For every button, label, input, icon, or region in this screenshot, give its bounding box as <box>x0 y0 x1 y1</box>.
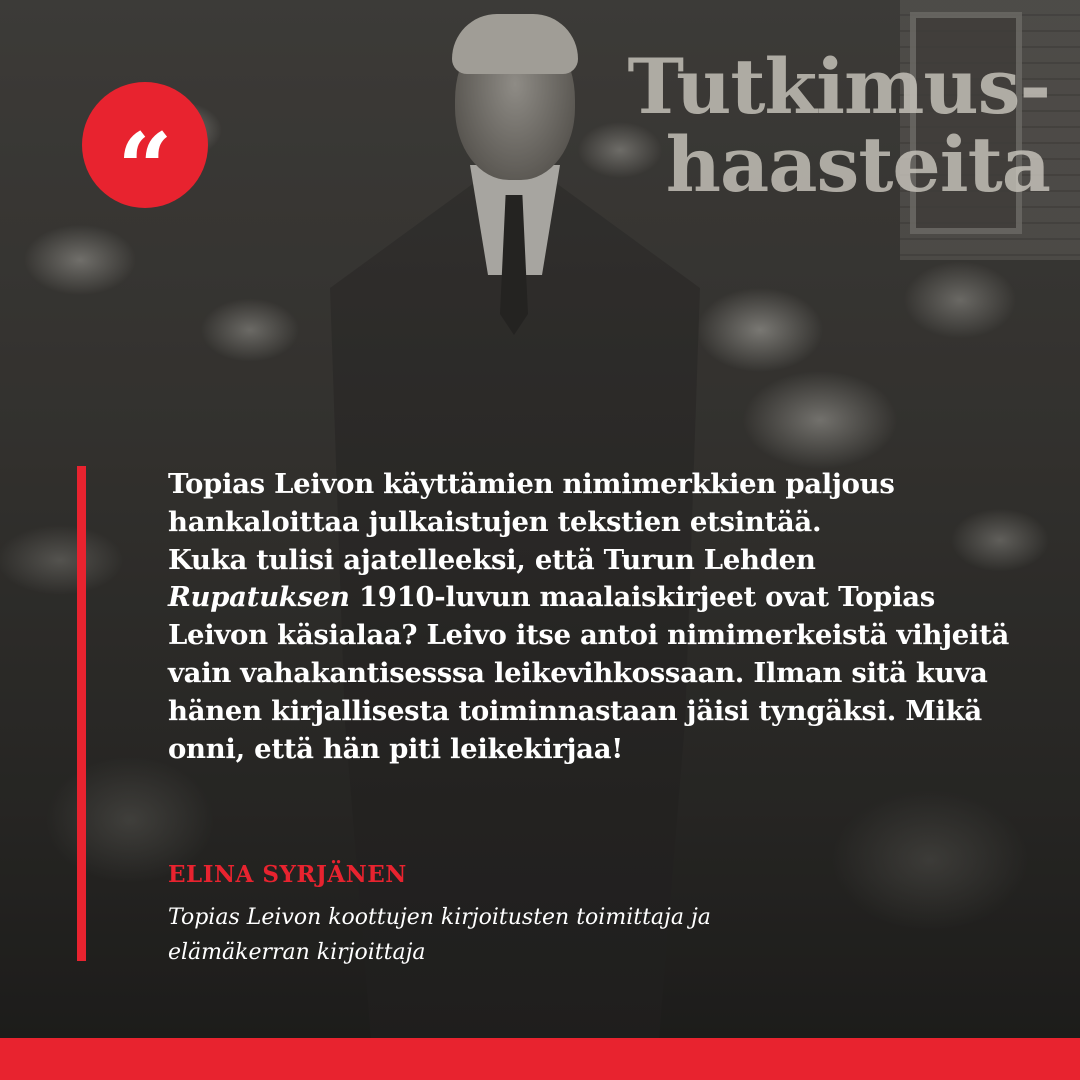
quote-line-1: Topias Leivon käyttämien nimimerkkien paljous <box>168 468 895 500</box>
quote-line-3: Kuka tulisi ajatelleeksi, että Turun Lehden <box>168 543 816 576</box>
quote-line-6: vain vahakantisesssa leikevihkossaan. Ilman sitä kuva <box>168 656 988 689</box>
quote-line-4 <box>168 579 1068 617</box>
quote-line-7: hänen kirjallisesta toiminnastaan jäisi tyngäksi. Mikä <box>168 694 982 727</box>
headline-line-1: Tutkimus- <box>627 42 1050 131</box>
quote-line-4-rest: 1910-luvun maalaiskirjeet ovat Topias <box>349 581 935 614</box>
bottom-accent-bar <box>0 1038 1080 1080</box>
author-role-line-1: Topias Leivon koottujen kirjoitusten toimittaja ja <box>168 905 711 930</box>
quote-line-2: hankaloittaa julkaistujen tekstien etsintää. <box>168 505 822 538</box>
author-role <box>168 900 868 970</box>
quote-line-4-italic: Rupatuksen <box>168 581 350 614</box>
author-role-line-2: elämäkerran kirjoittaja <box>168 940 426 965</box>
quote-line-5: Leivon käsialaa? Leivo itse antoi nimimerkeistä vihjeitä <box>168 619 1009 652</box>
headline <box>610 42 1050 209</box>
quote-accent-bar <box>77 466 86 961</box>
quote-text <box>168 466 1068 768</box>
author-name: ELINA SYRJÄNEN <box>168 861 407 888</box>
quote-line-8: onni, että hän piti leikekirjaa! <box>168 732 623 765</box>
quote-glyph: “ <box>117 112 173 225</box>
headline-line-2: haasteita <box>665 120 1050 209</box>
quote-icon <box>82 82 208 225</box>
